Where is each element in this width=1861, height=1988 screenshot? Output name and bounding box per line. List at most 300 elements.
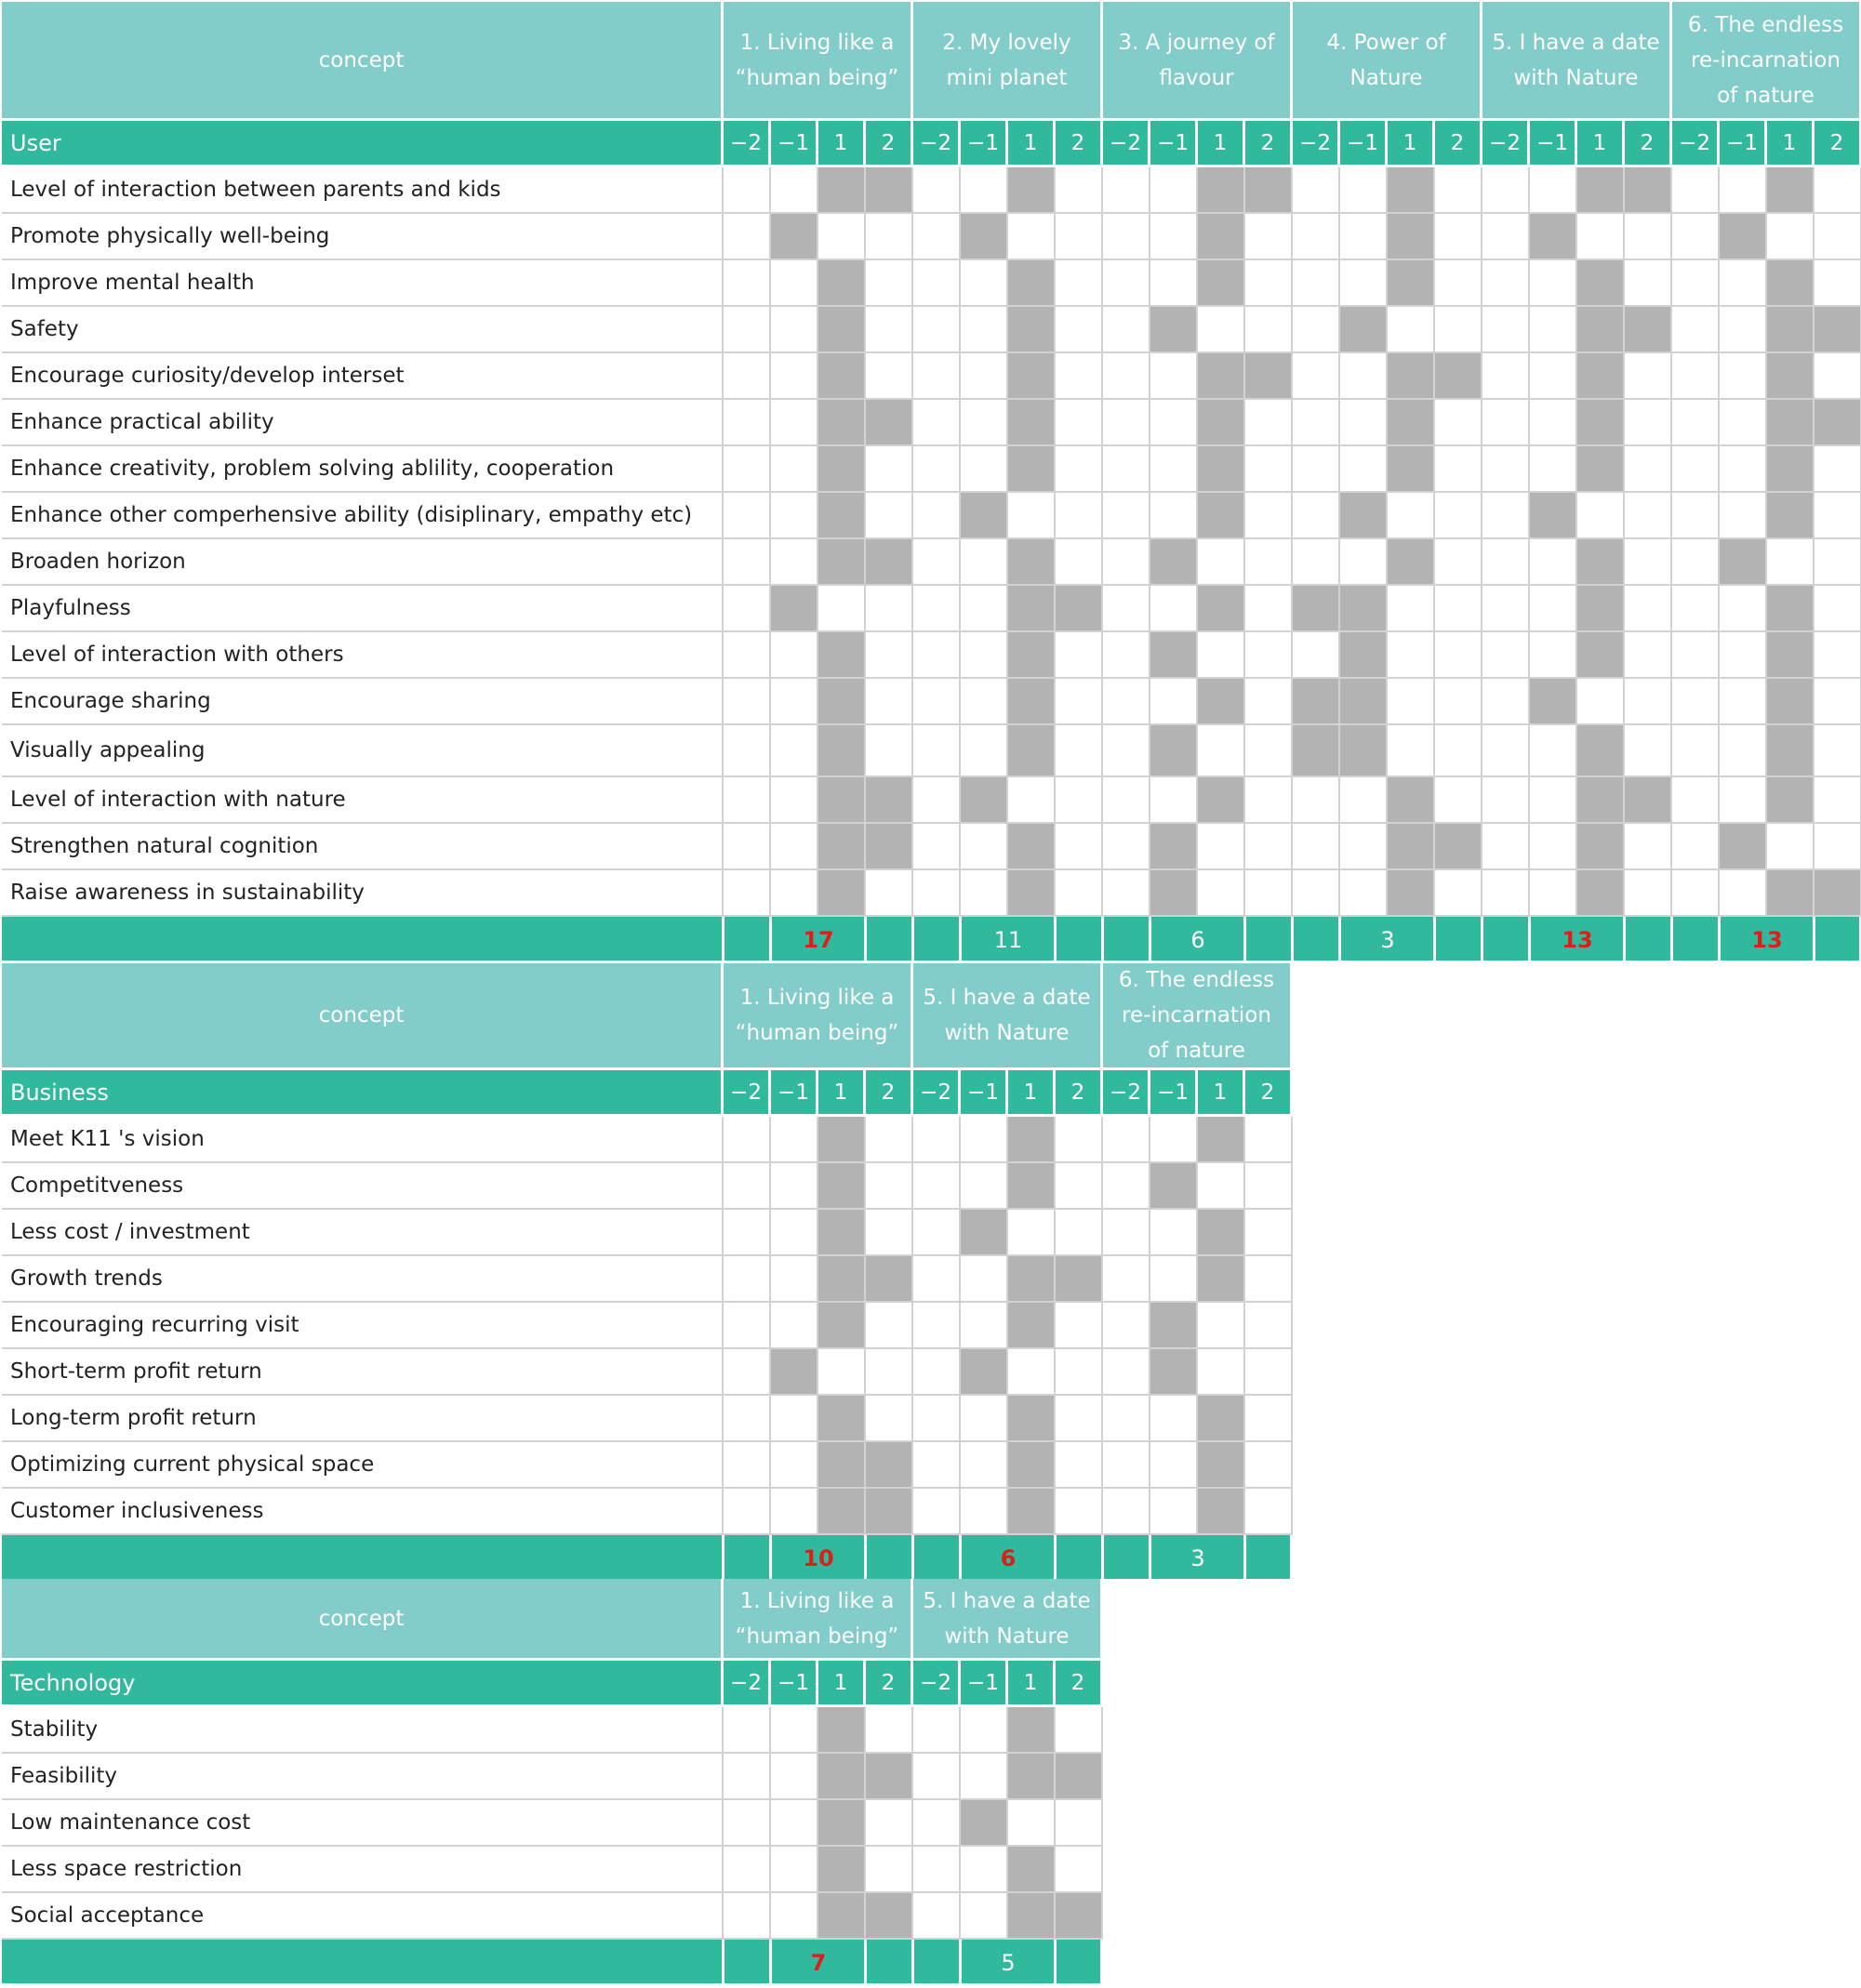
- score-cell: [1150, 679, 1198, 725]
- score-cell: [1056, 1489, 1103, 1535]
- score-cell: [961, 725, 1008, 777]
- score-cell-marked: [1008, 260, 1056, 307]
- criterion-label: Enhance practical ability: [2, 400, 724, 446]
- score-cell: [913, 870, 961, 917]
- scale-label: 1: [818, 1661, 866, 1707]
- score-cell: [1245, 586, 1293, 632]
- score-cell: [1245, 400, 1293, 446]
- score-cell-marked: [1388, 870, 1435, 917]
- score-cell-marked: [1008, 586, 1056, 632]
- score-cell-marked: [1008, 446, 1056, 493]
- totals-row: [2, 1535, 1293, 1582]
- score-cell-marked: [1198, 1117, 1245, 1163]
- score-cell: [1103, 493, 1150, 539]
- score-cell: [961, 353, 1008, 400]
- score-cell-marked: [1198, 1396, 1245, 1442]
- score-cell: [1245, 1442, 1293, 1489]
- score-cell: [1530, 725, 1577, 777]
- scale-label: 1: [818, 1070, 866, 1117]
- score-cell: [1672, 307, 1720, 353]
- score-cell-marked: [818, 824, 866, 870]
- score-cell: [866, 1396, 913, 1442]
- score-cell: [1293, 400, 1340, 446]
- score-cell-marked: [818, 1117, 866, 1163]
- score-cell: [1814, 260, 1861, 307]
- concept-name: 4. Power of Nature: [1293, 2, 1482, 121]
- score-cell: [1103, 446, 1150, 493]
- section-label: Business: [2, 1070, 724, 1117]
- concept-name: 5. I have a date with Nature: [913, 1579, 1103, 1661]
- score-cell: [913, 824, 961, 870]
- score-cell: [1388, 632, 1435, 679]
- scale-label: −1: [1530, 121, 1577, 167]
- scale-label: 1: [1008, 1070, 1056, 1117]
- score-cell: [961, 260, 1008, 307]
- scale-label: −2: [913, 1070, 961, 1117]
- score-cell: [724, 679, 771, 725]
- score-cell: [913, 1210, 961, 1256]
- score-cell: [1198, 824, 1245, 870]
- score-cell: [1293, 870, 1340, 917]
- score-cell-marked: [818, 446, 866, 493]
- score-cell-marked: [1150, 1303, 1198, 1349]
- score-cell: [771, 1396, 818, 1442]
- score-cell-marked: [961, 493, 1008, 539]
- score-cell-marked: [1340, 725, 1388, 777]
- score-cell: [1720, 870, 1767, 917]
- score-cell-marked: [866, 1256, 913, 1303]
- score-cell: [1056, 214, 1103, 260]
- score-cell-marked: [1056, 1754, 1103, 1800]
- score-cell-marked: [818, 307, 866, 353]
- scale-label: −2: [913, 1661, 961, 1707]
- score-cell: [771, 1256, 818, 1303]
- score-cell: [771, 1210, 818, 1256]
- score-cell-marked: [1008, 400, 1056, 446]
- score-cell: [1814, 214, 1861, 260]
- score-cell: [1150, 777, 1198, 824]
- score-cell-marked: [1767, 493, 1814, 539]
- score-cell: [1150, 493, 1198, 539]
- score-cell: [961, 632, 1008, 679]
- score-cell: [866, 870, 913, 917]
- score-cell-marked: [1008, 679, 1056, 725]
- score-cell: [1198, 307, 1245, 353]
- score-cell: [1245, 870, 1293, 917]
- score-cell: [1814, 167, 1861, 214]
- score-cell: [961, 167, 1008, 214]
- score-cell: [724, 1489, 771, 1535]
- score-cell: [866, 353, 913, 400]
- score-cell: [1435, 214, 1482, 260]
- scale-label: −1: [771, 121, 818, 167]
- score-cell: [913, 353, 961, 400]
- score-cell: [1530, 260, 1577, 307]
- score-cell: [866, 1117, 913, 1163]
- score-cell-marked: [1293, 725, 1340, 777]
- score-cell: [1482, 679, 1530, 725]
- score-cell: [1103, 725, 1150, 777]
- score-cell: [866, 1349, 913, 1396]
- score-cell-marked: [818, 632, 866, 679]
- concept-name: 3. A journey of flavour: [1103, 2, 1293, 121]
- criterion-label: Enhance creativity, problem solving ablility, cooperation: [2, 446, 724, 493]
- score-cell-marked: [1577, 539, 1625, 586]
- score-cell-marked: [1388, 353, 1435, 400]
- score-cell: [1625, 824, 1672, 870]
- score-cell: [1435, 446, 1482, 493]
- score-cell: [1245, 725, 1293, 777]
- criterion-label: Strengthen natural cognition: [2, 824, 724, 870]
- score-cell: [1293, 539, 1340, 586]
- total-divider: [911, 1535, 914, 1582]
- score-cell-marked: [818, 1396, 866, 1442]
- score-cell: [913, 493, 961, 539]
- criterion-label: Less cost / investment: [2, 1210, 724, 1256]
- score-cell: [1103, 260, 1150, 307]
- score-cell: [1103, 214, 1150, 260]
- score-cell: [724, 260, 771, 307]
- score-cell: [1388, 679, 1435, 725]
- score-cell-marked: [818, 167, 866, 214]
- score-cell: [724, 777, 771, 824]
- score-cell: [1245, 1303, 1293, 1349]
- score-cell: [1435, 539, 1482, 586]
- score-cell-marked: [818, 1163, 866, 1210]
- score-cell-marked: [961, 1800, 1008, 1847]
- score-cell: [1388, 307, 1435, 353]
- score-cell: [1435, 400, 1482, 446]
- score-cell-marked: [1577, 725, 1625, 777]
- score-cell: [1245, 1256, 1293, 1303]
- score-cell-marked: [1530, 214, 1577, 260]
- score-cell: [1293, 260, 1340, 307]
- scale-label: −1: [961, 1070, 1008, 1117]
- score-cell: [1293, 777, 1340, 824]
- score-cell-marked: [818, 1489, 866, 1535]
- score-cell: [724, 167, 771, 214]
- score-cell-marked: [1388, 539, 1435, 586]
- score-cell: [1245, 632, 1293, 679]
- score-cell: [771, 1707, 818, 1754]
- criterion-label: Level of interaction with nature: [2, 777, 724, 824]
- score-cell: [1340, 824, 1388, 870]
- score-cell: [1245, 1117, 1293, 1163]
- score-cell: [1340, 400, 1388, 446]
- score-cell-marked: [818, 1847, 866, 1893]
- score-cell: [771, 725, 818, 777]
- score-cell: [1672, 167, 1720, 214]
- score-cell-marked: [961, 1210, 1008, 1256]
- score-cell: [1720, 725, 1767, 777]
- criterion-label: Encourage sharing: [2, 679, 724, 725]
- score-cell: [724, 1163, 771, 1210]
- score-cell-marked: [1340, 586, 1388, 632]
- score-cell: [1150, 1117, 1198, 1163]
- score-cell: [724, 725, 771, 777]
- score-cell: [1672, 632, 1720, 679]
- score-cell: [1482, 493, 1530, 539]
- score-cell: [961, 1847, 1008, 1893]
- score-cell-marked: [1056, 586, 1103, 632]
- score-cell: [1530, 353, 1577, 400]
- score-cell: [724, 1893, 771, 1940]
- score-cell: [1482, 307, 1530, 353]
- score-cell: [1150, 353, 1198, 400]
- score-cell: [818, 214, 866, 260]
- score-cell: [961, 1396, 1008, 1442]
- score-cell-marked: [1008, 725, 1056, 777]
- score-cell: [1814, 632, 1861, 679]
- score-cell: [1482, 632, 1530, 679]
- score-cell: [1103, 539, 1150, 586]
- score-cell-marked: [1150, 307, 1198, 353]
- score-cell-marked: [1577, 167, 1625, 214]
- criterion-label: Less space restriction: [2, 1847, 724, 1893]
- scale-label: 2: [866, 1070, 913, 1117]
- score-cell: [1672, 870, 1720, 917]
- scale-label: −2: [1103, 1070, 1150, 1117]
- score-cell: [1672, 353, 1720, 400]
- score-cell: [1530, 586, 1577, 632]
- score-cell: [1720, 307, 1767, 353]
- score-cell-marked: [1388, 167, 1435, 214]
- score-cell-marked: [818, 260, 866, 307]
- score-cell: [1625, 446, 1672, 493]
- score-cell-marked: [1008, 1847, 1056, 1893]
- score-cell-marked: [818, 1442, 866, 1489]
- score-cell-marked: [866, 1489, 913, 1535]
- score-cell: [913, 679, 961, 725]
- score-cell-marked: [818, 1303, 866, 1349]
- score-cell-marked: [1577, 824, 1625, 870]
- score-cell: [1008, 1800, 1056, 1847]
- score-cell-marked: [1577, 586, 1625, 632]
- score-cell: [961, 1893, 1008, 1940]
- score-cell: [1530, 307, 1577, 353]
- score-cell: [1056, 870, 1103, 917]
- score-cell: [1198, 725, 1245, 777]
- score-cell-marked: [1720, 214, 1767, 260]
- score-cell: [771, 1847, 818, 1893]
- score-cell: [1245, 446, 1293, 493]
- score-cell-marked: [1388, 824, 1435, 870]
- score-cell: [1672, 679, 1720, 725]
- score-cell: [1008, 1210, 1056, 1256]
- score-cell: [1435, 307, 1482, 353]
- score-cell: [1672, 214, 1720, 260]
- scale-label: 2: [1435, 121, 1482, 167]
- score-cell: [1672, 446, 1720, 493]
- score-cell: [1814, 493, 1861, 539]
- score-cell-marked: [1008, 1256, 1056, 1303]
- score-cell: [1245, 824, 1293, 870]
- score-cell-marked: [1388, 446, 1435, 493]
- score-cell-marked: [1625, 167, 1672, 214]
- score-cell: [724, 1707, 771, 1754]
- score-cell-marked: [1198, 679, 1245, 725]
- score-cell: [1625, 725, 1672, 777]
- score-cell: [913, 214, 961, 260]
- score-cell-marked: [1340, 632, 1388, 679]
- score-cell: [1625, 353, 1672, 400]
- score-cell-marked: [1150, 1349, 1198, 1396]
- score-cell: [913, 1754, 961, 1800]
- total-divider: [722, 917, 724, 963]
- score-cell: [1340, 870, 1388, 917]
- score-cell: [961, 446, 1008, 493]
- criterion-label: Encouraging recurring visit: [2, 1303, 724, 1349]
- score-cell-marked: [1388, 400, 1435, 446]
- score-cell: [1198, 632, 1245, 679]
- score-cell: [1530, 167, 1577, 214]
- score-cell: [1720, 632, 1767, 679]
- score-cell: [1530, 824, 1577, 870]
- score-cell-marked: [1435, 824, 1482, 870]
- score-cell-marked: [1198, 1256, 1245, 1303]
- score-cell: [1720, 260, 1767, 307]
- score-cell-marked: [771, 586, 818, 632]
- score-cell-marked: [1767, 632, 1814, 679]
- criterion-label: Growth trends: [2, 1256, 724, 1303]
- score-cell: [1103, 167, 1150, 214]
- score-cell: [961, 1256, 1008, 1303]
- score-cell-marked: [1008, 1489, 1056, 1535]
- score-cell: [1103, 1396, 1150, 1442]
- score-cell: [1245, 539, 1293, 586]
- score-cell: [1056, 679, 1103, 725]
- score-cell: [1008, 1349, 1056, 1396]
- score-cell: [1198, 1303, 1245, 1349]
- scale-label: −1: [1150, 121, 1198, 167]
- score-cell: [1245, 1163, 1293, 1210]
- score-cell: [1245, 1489, 1293, 1535]
- scale-label: 1: [818, 121, 866, 167]
- score-cell: [724, 214, 771, 260]
- total-score: 3: [1380, 927, 1395, 953]
- score-cell: [913, 1396, 961, 1442]
- score-cell: [1056, 632, 1103, 679]
- score-cell-marked: [866, 400, 913, 446]
- concept-name: 1. Living like a “human being”: [724, 1579, 913, 1661]
- score-cell: [724, 539, 771, 586]
- score-cell: [1340, 353, 1388, 400]
- score-cell-marked: [1814, 400, 1861, 446]
- score-cell: [1198, 1163, 1245, 1210]
- score-cell-marked: [1245, 353, 1293, 400]
- score-cell: [913, 1489, 961, 1535]
- criterion-label: Improve mental health: [2, 260, 724, 307]
- score-cell: [961, 1489, 1008, 1535]
- score-cell: [1056, 1303, 1103, 1349]
- score-cell: [724, 1303, 771, 1349]
- score-cell: [913, 1707, 961, 1754]
- score-cell: [1577, 214, 1625, 260]
- score-cell: [1672, 260, 1720, 307]
- score-cell: [1435, 260, 1482, 307]
- score-cell-marked: [1767, 870, 1814, 917]
- score-cell: [1672, 400, 1720, 446]
- score-cell: [1340, 777, 1388, 824]
- score-cell: [1625, 400, 1672, 446]
- score-cell: [1388, 586, 1435, 632]
- criterion-label: Stability: [2, 1707, 724, 1754]
- score-cell: [1056, 1442, 1103, 1489]
- score-cell: [771, 446, 818, 493]
- score-cell-marked: [818, 539, 866, 586]
- score-cell: [1245, 777, 1293, 824]
- criterion-label: Level of interaction with others: [2, 632, 724, 679]
- score-cell: [1056, 1210, 1103, 1256]
- score-cell: [1482, 586, 1530, 632]
- score-cell: [1056, 1707, 1103, 1754]
- scale-label: −1: [1340, 121, 1388, 167]
- score-cell: [724, 1754, 771, 1800]
- score-cell: [1435, 167, 1482, 214]
- score-cell: [771, 777, 818, 824]
- score-cell: [1530, 539, 1577, 586]
- score-cell-marked: [961, 777, 1008, 824]
- score-cell-marked: [866, 824, 913, 870]
- score-cell-marked: [1008, 1707, 1056, 1754]
- score-cell: [1056, 1800, 1103, 1847]
- score-cell-marked: [1198, 446, 1245, 493]
- score-cell-marked: [961, 214, 1008, 260]
- score-cell: [1008, 214, 1056, 260]
- score-cell: [866, 1800, 913, 1847]
- score-cell: [724, 1442, 771, 1489]
- score-cell: [1150, 586, 1198, 632]
- scale-label: 2: [1814, 121, 1861, 167]
- score-cell: [913, 307, 961, 353]
- score-cell: [724, 1210, 771, 1256]
- score-cell: [961, 1303, 1008, 1349]
- score-cell: [961, 307, 1008, 353]
- score-cell: [1293, 446, 1340, 493]
- score-cell: [771, 1800, 818, 1847]
- concept-name: 6. The endless re-incarnation of nature: [1672, 2, 1861, 121]
- score-cell: [1198, 870, 1245, 917]
- score-cell: [1435, 870, 1482, 917]
- scale-label: −2: [724, 121, 771, 167]
- score-cell: [724, 353, 771, 400]
- score-cell: [1103, 870, 1150, 917]
- score-cell: [1103, 307, 1150, 353]
- scale-label: −2: [724, 1661, 771, 1707]
- score-cell: [1103, 1349, 1150, 1396]
- score-cell: [866, 1210, 913, 1256]
- score-cell: [1340, 539, 1388, 586]
- score-cell: [1625, 260, 1672, 307]
- score-cell: [724, 1800, 771, 1847]
- total-divider: [1101, 1535, 1104, 1582]
- score-cell: [961, 870, 1008, 917]
- score-cell: [913, 1117, 961, 1163]
- scale-label: 2: [866, 1661, 913, 1707]
- score-cell: [961, 539, 1008, 586]
- score-cell: [1150, 1489, 1198, 1535]
- score-cell: [1056, 307, 1103, 353]
- score-cell: [1293, 824, 1340, 870]
- score-cell-marked: [1008, 1442, 1056, 1489]
- score-cell: [1388, 493, 1435, 539]
- score-cell: [913, 725, 961, 777]
- score-cell: [1056, 260, 1103, 307]
- score-cell: [1340, 167, 1388, 214]
- score-cell: [961, 679, 1008, 725]
- scale-label: −1: [771, 1070, 818, 1117]
- score-cell-marked: [1150, 824, 1198, 870]
